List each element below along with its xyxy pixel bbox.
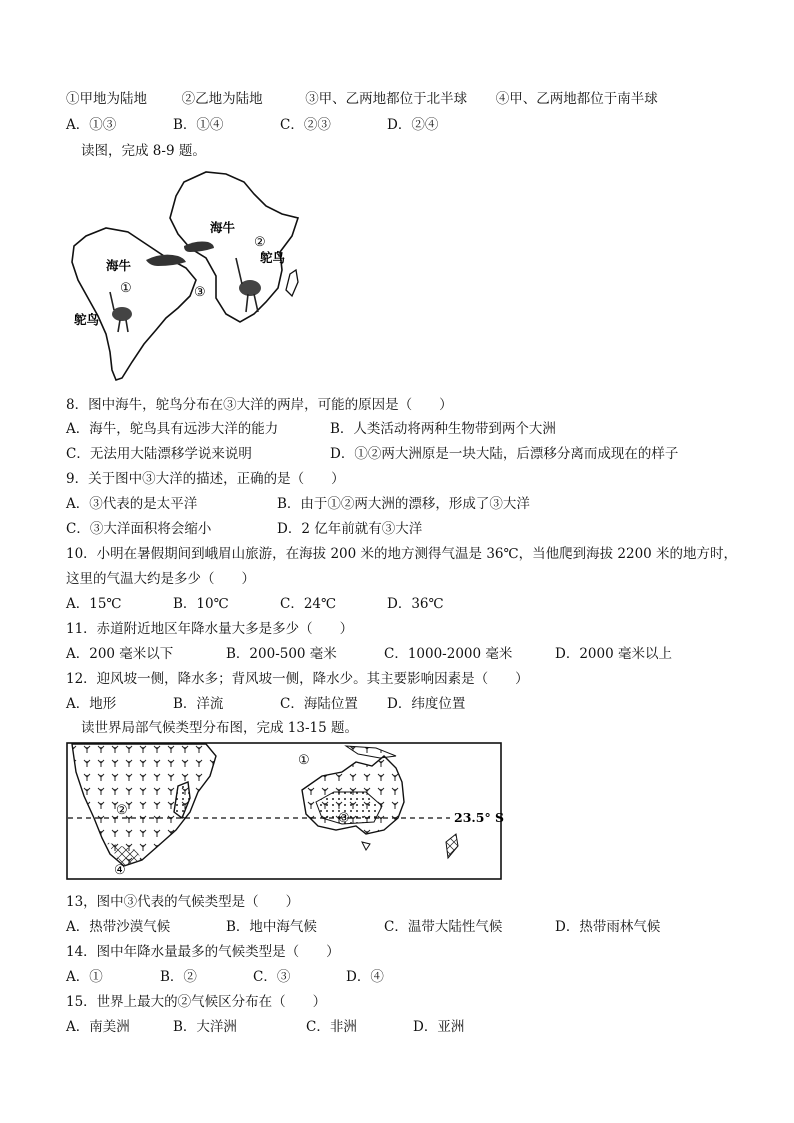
climate-map [66,742,510,882]
q8-option-a[interactable]: A．海牛，鸵鸟具有远涉大洋的能力 [66,421,279,437]
q13-option-a[interactable]: A．热带沙漠气候 [66,919,171,935]
new-guinea-shape [346,746,396,758]
q10-stem-line2: 这里的气温大约是多少（ ） [66,571,255,587]
label-circle-2: ② [254,235,266,250]
q8-option-d[interactable]: D．①②两大洲原是一块大陆，后漂移分离而成现在的样子 [330,446,679,462]
ostrich-left-icon [110,292,132,332]
q15-option-b[interactable]: B．大洋洲 [173,1019,237,1035]
q12-option-b[interactable]: B．洋流 [173,696,224,712]
label-manatee-left: 海牛 [106,258,132,273]
q9-option-a[interactable]: A．③代表的是太平洋 [66,496,198,512]
q11-option-c[interactable]: C．1000-2000 毫米 [384,646,513,662]
q10-option-a[interactable]: A．15℃ [66,596,122,612]
q13-option-b[interactable]: B．地中海气候 [226,919,317,935]
q10-option-d[interactable]: D．36℃ [387,596,444,612]
q13-option-d[interactable]: D．热带雨林气候 [555,919,661,935]
label-manatee-right: 海牛 [210,220,236,235]
q11-option-b[interactable]: B．200-500 毫米 [226,646,337,662]
q10-option-b[interactable]: B．10℃ [173,596,229,612]
q10-option-c[interactable]: C．24℃ [280,596,337,612]
q13-stem: 13，图中③代表的气候类型是（ ） [66,894,300,910]
q15-option-c[interactable]: C．非洲 [306,1019,357,1035]
q7-statement-4: ④甲、乙两地都位于南半球 [495,91,658,107]
q9-option-c[interactable]: C．③大洋面积将会缩小 [66,521,212,537]
instruction-8-9: 读图，完成 8-9 题。 [81,143,206,159]
q11-option-a[interactable]: A．200 毫米以下 [66,646,174,662]
q7-option-c[interactable]: C．②③ [280,117,331,133]
q7-option-d[interactable]: D．②④ [387,117,439,133]
q15-option-d[interactable]: D．亚洲 [413,1019,465,1035]
south-america-shape [72,228,196,380]
new-zealand-shape [446,834,458,858]
q7-statement-3: ③甲、乙两地都位于北半球 [305,91,468,107]
q12-option-c[interactable]: C．海陆位置 [280,696,358,712]
q7-statements [66,90,658,108]
q14-option-c[interactable]: C．③ [253,969,291,985]
q7-option-a[interactable]: A．①③ [66,117,117,133]
q14-option-b[interactable]: B．② [160,969,197,985]
southern-africa-shape [72,744,216,866]
q7-statement-2: ②乙地为陆地 [181,91,263,107]
q11-option-d[interactable]: D．2000 毫米以上 [555,646,672,662]
q9-option-b[interactable]: B．由于①②两大洲的漂移，形成了③大洋 [277,496,530,512]
q11-stem: 11．赤道附近地区年降水量大多是多少（ ） [66,621,354,637]
q7-statement-1: ①甲地为陆地 [66,91,147,107]
continents-map [66,166,316,386]
q12-option-d[interactable]: D．纬度位置 [387,696,466,712]
q8-stem: 8．图中海牛，鸵鸟分布在③大洋的两岸，可能的原因是（ ） [66,397,453,413]
q15-option-a[interactable]: A．南美洲 [66,1019,130,1035]
manatee-right-icon [184,242,214,253]
label-circle-3: ③ [194,285,206,300]
label-climate-2: ② [116,803,128,818]
tasmania-shape [362,842,370,850]
q14-option-d[interactable]: D．④ [346,969,384,985]
label-climate-4: ④ [114,863,126,878]
label-ostrich-left: 鸵鸟 [74,312,100,327]
q9-option-d[interactable]: D．2 亿年前就有③大洋 [277,521,423,537]
q15-stem: 15．世界上最大的②气候区分布在（ ） [66,994,327,1010]
q12-option-a[interactable]: A．地形 [66,696,117,712]
label-climate-1: ① [298,753,310,768]
latitude-label: 23.5° S [454,810,505,825]
q14-option-a[interactable]: A．① [66,969,103,985]
ostrich-right-icon [236,258,261,312]
label-circle-1: ① [120,281,132,296]
label-climate-3: ③ [338,811,350,826]
q10-stem-line1: 10．小明在暑假期间到峨眉山旅游，在海拔 200 米的地方测得气温是 36℃，当他爬到海拔 2200 米的地方时， [66,546,738,562]
q9-stem: 9．关于图中③大洋的描述，正确的是（ ） [66,471,345,487]
q8-option-b[interactable]: B．人类活动将两种生物带到两个大洲 [330,421,556,437]
q14-stem: 14．图中年降水量最多的气候类型是（ ） [66,944,340,960]
q13-option-c[interactable]: C．温带大陆性气候 [384,919,503,935]
q7-option-b[interactable]: B．①④ [173,117,224,133]
q12-stem: 12．迎风坡一侧，降水多；背风坡一侧，降水少。其主要影响因素是（ ） [66,671,529,687]
label-ostrich-right: 鸵鸟 [260,250,286,265]
q8-option-c[interactable]: C．无法用大陆漂移学说来说明 [66,446,252,462]
madagascar-shape [286,270,298,296]
instruction-13-15: 读世界局部气候类型分布图，完成 13-15 题。 [81,720,358,736]
